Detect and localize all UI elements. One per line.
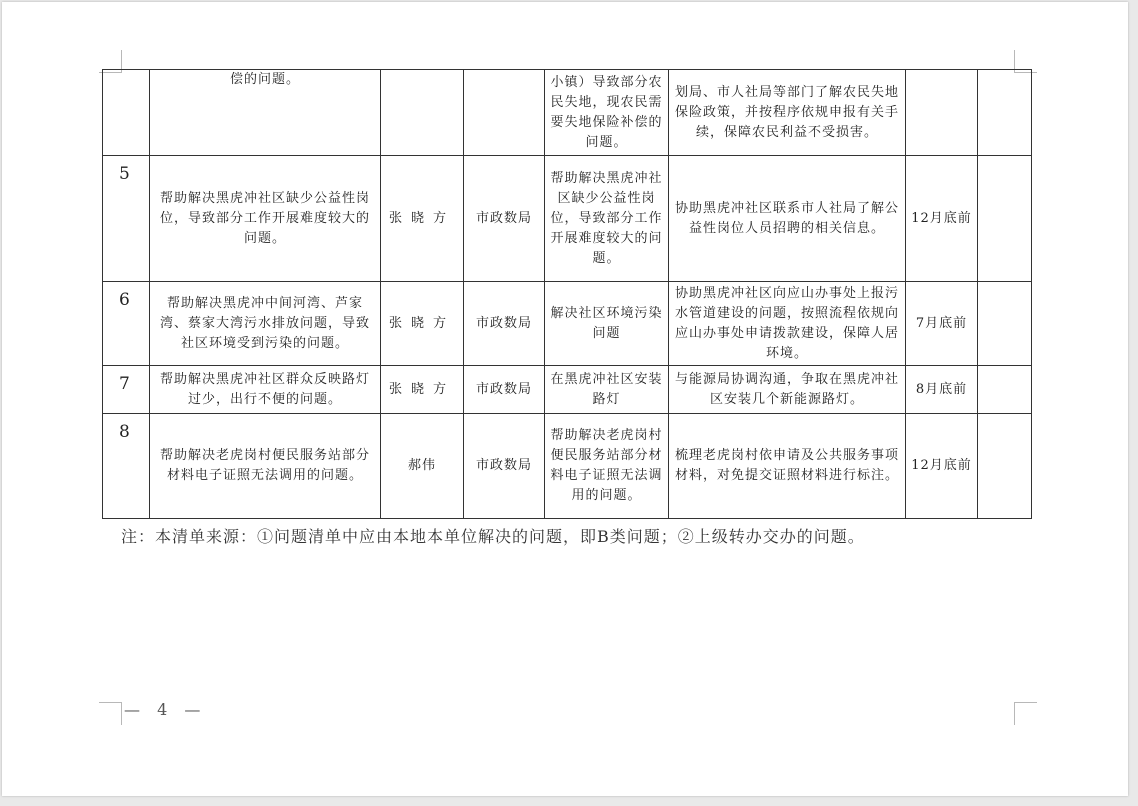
table-footnote: 注：本清单来源：①问题清单中应由本地本单位解决的问题，即B类问题；②上级转办交办的问题。 — [121, 527, 865, 546]
crop-mark-bottom-right — [1014, 702, 1037, 725]
unit-cell — [464, 70, 545, 156]
task-cell: 在黑虎冲社区安装路灯 — [545, 366, 669, 414]
deadline-cell: 7月底前 — [906, 282, 978, 366]
deadline-cell: 8月底前 — [906, 366, 978, 414]
person-cell — [381, 70, 464, 156]
row-number: 6 — [103, 282, 150, 366]
task-cell: 解决社区环境污染问题 — [545, 282, 669, 366]
measure-cell: 梳理老虎岗村依申请及公共服务事项材料，对免提交证照材料进行标注。 — [669, 414, 906, 519]
table-row — [103, 156, 1032, 282]
issue-cell: 帮助解决黑虎冲社区缺少公益性岗位，导致部分工作开展难度较大的问题。 — [150, 156, 381, 282]
measure-cell: 划局、市人社局等部门了解农民失地保险政策，并按程序依规申报有关手续，保障农民利益不受损害。 — [669, 70, 906, 156]
remark-cell — [978, 366, 1032, 414]
remark-cell — [978, 414, 1032, 519]
unit-cell: 市政数局 — [464, 414, 545, 519]
unit-cell: 市政数局 — [464, 366, 545, 414]
issue-table — [102, 69, 1032, 519]
remark-cell — [978, 156, 1032, 282]
deadline-cell — [906, 70, 978, 156]
unit-cell: 市政数局 — [464, 156, 545, 282]
issue-cell: 帮助解决黑虎冲中间河湾、芦家湾、蔡家大湾污水排放问题，导致社区环境受到污染的问题。 — [150, 282, 381, 366]
row-number — [103, 70, 150, 156]
person-cell: 张晓方 — [381, 282, 464, 366]
measure-cell: 协助黑虎冲社区向应山办事处上报污水管道建设的问题，按照流程依规向应山办事处申请拨款建设，保障人居环境。 — [669, 282, 906, 366]
task-cell: 帮助解决黑虎冲社区缺少公益性岗位，导致部分工作开展难度较大的问题。 — [545, 156, 669, 282]
unit-cell: 市政数局 — [464, 282, 545, 366]
person-cell: 张晓方 — [381, 156, 464, 282]
deadline-cell: 12月底前 — [906, 156, 978, 282]
row-number: 5 — [103, 156, 150, 282]
measure-cell: 协助黑虎冲社区联系市人社局了解公益性岗位人员招聘的相关信息。 — [669, 156, 906, 282]
person-cell: 郝伟 — [381, 414, 464, 519]
remark-cell — [978, 282, 1032, 366]
measure-cell: 与能源局协调沟通，争取在黑虎冲社区安装几个新能源路灯。 — [669, 366, 906, 414]
issue-cell: 偿的问题。 — [150, 70, 381, 156]
table-row — [103, 70, 1032, 156]
page-number: — 4 — — [124, 700, 207, 719]
crop-mark-bottom-left — [99, 702, 122, 725]
task-cell: 帮助解决老虎岗村便民服务站部分材料电子证照无法调用的问题。 — [545, 414, 669, 519]
row-number: 7 — [103, 366, 150, 414]
deadline-cell: 12月底前 — [906, 414, 978, 519]
row-number: 8 — [103, 414, 150, 519]
table-row — [103, 282, 1032, 366]
table-row — [103, 366, 1032, 414]
remark-cell — [978, 70, 1032, 156]
issue-cell: 帮助解决老虎岗村便民服务站部分材料电子证照无法调用的问题。 — [150, 414, 381, 519]
table-row — [103, 414, 1032, 519]
task-cell: 小镇）导致部分农民失地，现农民需要失地保险补偿的问题。 — [545, 70, 669, 156]
person-cell: 张晓方 — [381, 366, 464, 414]
issue-cell: 帮助解决黑虎冲社区群众反映路灯过少，出行不便的问题。 — [150, 366, 381, 414]
